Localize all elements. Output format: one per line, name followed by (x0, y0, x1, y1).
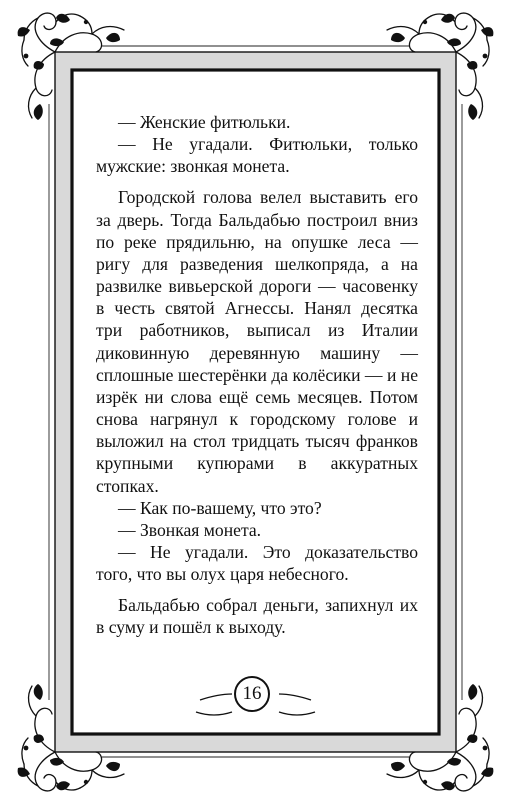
body-text (96, 111, 418, 639)
paragraph: Бальдабью собрал деньги, запихнул их в суму и пошёл к выходу. (96, 595, 418, 638)
paragraph: Городской голова велел выставить его за дверь. Тогда Бальдабью построил вниз по реке прядильню, на опушке леса — ригу для разведения шелкопряда, а на развилке вивьерской дороги — часовенку в честь святой Агнессы. Нанял десятка три работников, выписал из Италии диковинную деревянную машину — сплошные шестерёнки да колёсики — и не изрёк ни слова ещё семь месяцев. Потом снова нагрянул к городскому голове и выложил на стол тридцать тысяч франков крупными купюрами в аккуратных стопках. (96, 187, 418, 496)
paragraph: — Женские фитюльки. (118, 112, 291, 132)
paragraph: — Звонкая монета. (118, 519, 262, 540)
paragraph: — Не угадали. Фитюльки, только мужские: звонкая монета. (96, 134, 418, 177)
page-number-badge (234, 676, 270, 712)
page-number: 16 (242, 683, 262, 704)
paragraph: — Как по-вашему, что это? (118, 497, 322, 518)
paragraph: — Не угадали. Это доказательство того, что вы олух царя небесного. (96, 541, 418, 585)
